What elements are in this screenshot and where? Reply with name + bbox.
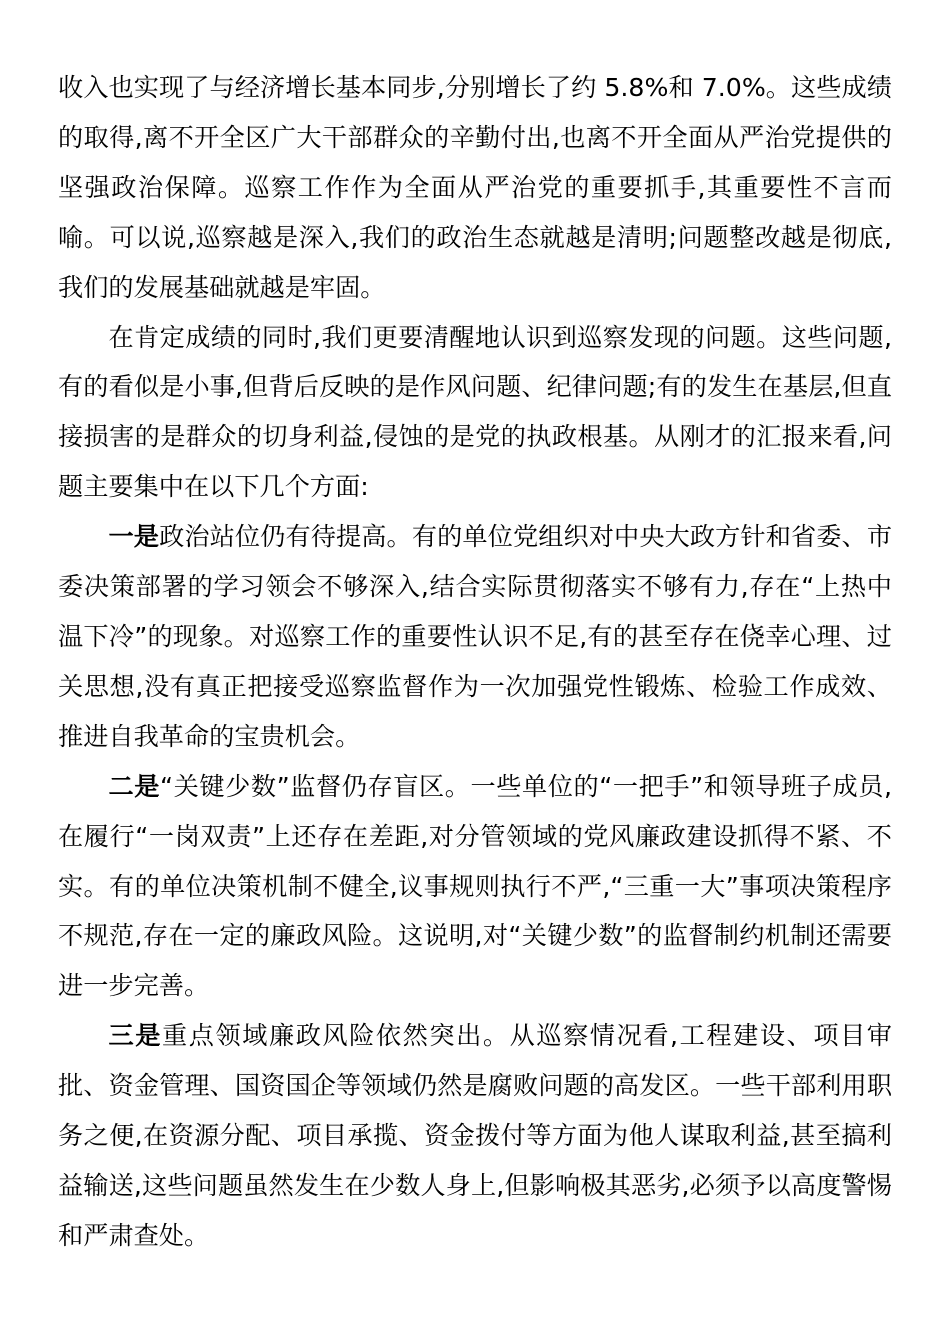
paragraph-text: 在肯定成绩的同时,我们更要清醒地认识到巡察发现的问题。这些问题,有的看似是小事,但背后反映的是作风问题、纪律问题;有的发生在基层,但直接损害的是群众的切身利益,侵蚀的是党的执政根基。从刚才的汇报来看,问题主要集中在以下几个方面: [58, 322, 892, 502]
paragraph-problems-intro [58, 313, 892, 513]
paragraph-text: 收入也实现了与经济增长基本同步,分别增长了约 5.8%和 7.0%。这些成绩的取得,离不开全区广大干部群众的辛勤付出,也离不开全面从严治党提供的坚强政治保障。巡察工作作为全面从严治党的重要抓手,其重要性不言而喻。可以说,巡察越是深入,我们的政治生态就越是清明;问题整改越是彻底,我们的发展基础就越是牢固。 [58, 73, 892, 302]
paragraph-point-three [58, 1011, 892, 1261]
paragraph-point-two [58, 762, 892, 1012]
document-page [58, 63, 892, 1261]
paragraph-text: 重点领域廉政风险依然突出。从巡察情况看,工程建设、项目审批、资金管理、国资国企等领域仍然是腐败问题的高发区。一些干部利用职务之便,在资源分配、项目承揽、资金拨付等方面为他人谋取利益,甚至搞利益输送,这些问题虽然发生在少数人身上,但影响极其恶劣,必须予以高度警惕和严肃查处。 [58, 1021, 892, 1250]
paragraph-lead: 三是 [108, 1021, 162, 1051]
paragraph-text: 政治站位仍有待提高。有的单位党组织对中央大政方针和省委、市委决策部署的学习领会不够深入,结合实际贯彻落实不够有力,存在“上热中温下冷”的现象。对巡察工作的重要性认识不足,有的甚至存在侥幸心理、过关思想,没有真正把接受巡察监督作为一次加强党性锻炼、检验工作成效、推进自我革命的宝贵机会。 [58, 522, 893, 751]
paragraph-lead: 二是 [108, 771, 161, 801]
paragraph-text: “关键少数”监督仍存盲区。一些单位的“一把手”和领导班子成员,在履行“一岗双责”上还存在差距,对分管领域的党风廉政建设抓得不紧、不实。有的单位决策机制不健全,议事规则执行不严,“三重一大”事项决策程序不规范,存在一定的廉政风险。这说明,对“关键少数”的监督制约机制还需要进一步完善。 [58, 771, 893, 1001]
paragraph-continuation [58, 63, 892, 313]
paragraph-point-one [58, 512, 892, 762]
paragraph-lead: 一是 [108, 522, 160, 552]
